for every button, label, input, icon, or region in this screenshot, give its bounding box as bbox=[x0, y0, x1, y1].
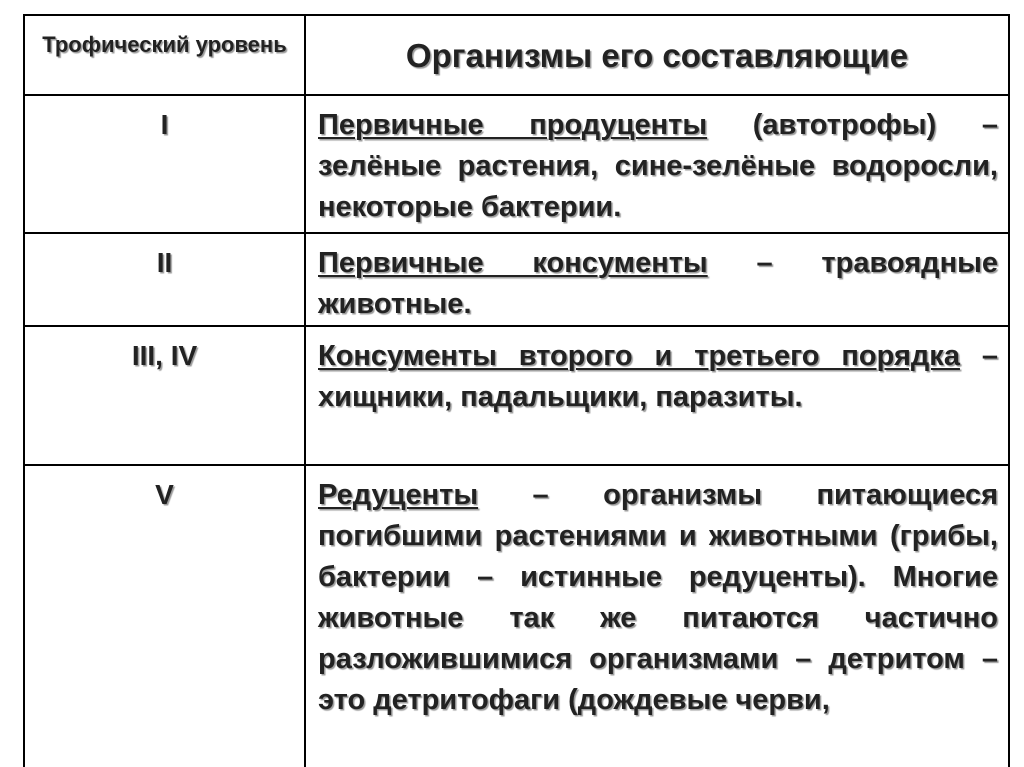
table-row bbox=[24, 326, 1009, 465]
table-row bbox=[24, 95, 1009, 233]
table-row bbox=[24, 233, 1009, 326]
row-description bbox=[305, 326, 1009, 465]
row-text: – травоядные животные. bbox=[318, 247, 998, 320]
row-description bbox=[305, 95, 1009, 233]
row-description bbox=[305, 465, 1009, 767]
row-description bbox=[305, 233, 1009, 326]
row-text: – хищники, падальщики, паразиты. bbox=[318, 340, 998, 413]
row-term: Первичные продуценты bbox=[318, 109, 708, 141]
row-text: (автотрофы) – зелёные растения, сине-зелёные водоросли, некоторые бактерии. bbox=[318, 109, 998, 223]
row-level: I bbox=[24, 95, 305, 233]
table-header-row bbox=[24, 15, 1009, 95]
table-row bbox=[24, 465, 1009, 767]
row-term: Редуценты bbox=[318, 479, 479, 511]
header-organisms: Организмы его составляющие bbox=[305, 15, 1009, 95]
header-trophic-level: Трофический уровень bbox=[24, 15, 305, 95]
row-level: V bbox=[24, 465, 305, 767]
row-term: Консументы второго и третьего порядка bbox=[318, 340, 960, 372]
row-level: III, IV bbox=[24, 326, 305, 465]
row-text: – организмы питающиеся погибшими растениями и животными (грибы, бактерии – истинные редуценты). Многие животные так же питаются частично разложившимися организмами – детритом – это детритофаги (дождевые черви, bbox=[318, 479, 998, 716]
trophic-levels-table bbox=[23, 14, 1010, 767]
row-term: Первичные консументы bbox=[318, 247, 708, 279]
row-level: II bbox=[24, 233, 305, 326]
